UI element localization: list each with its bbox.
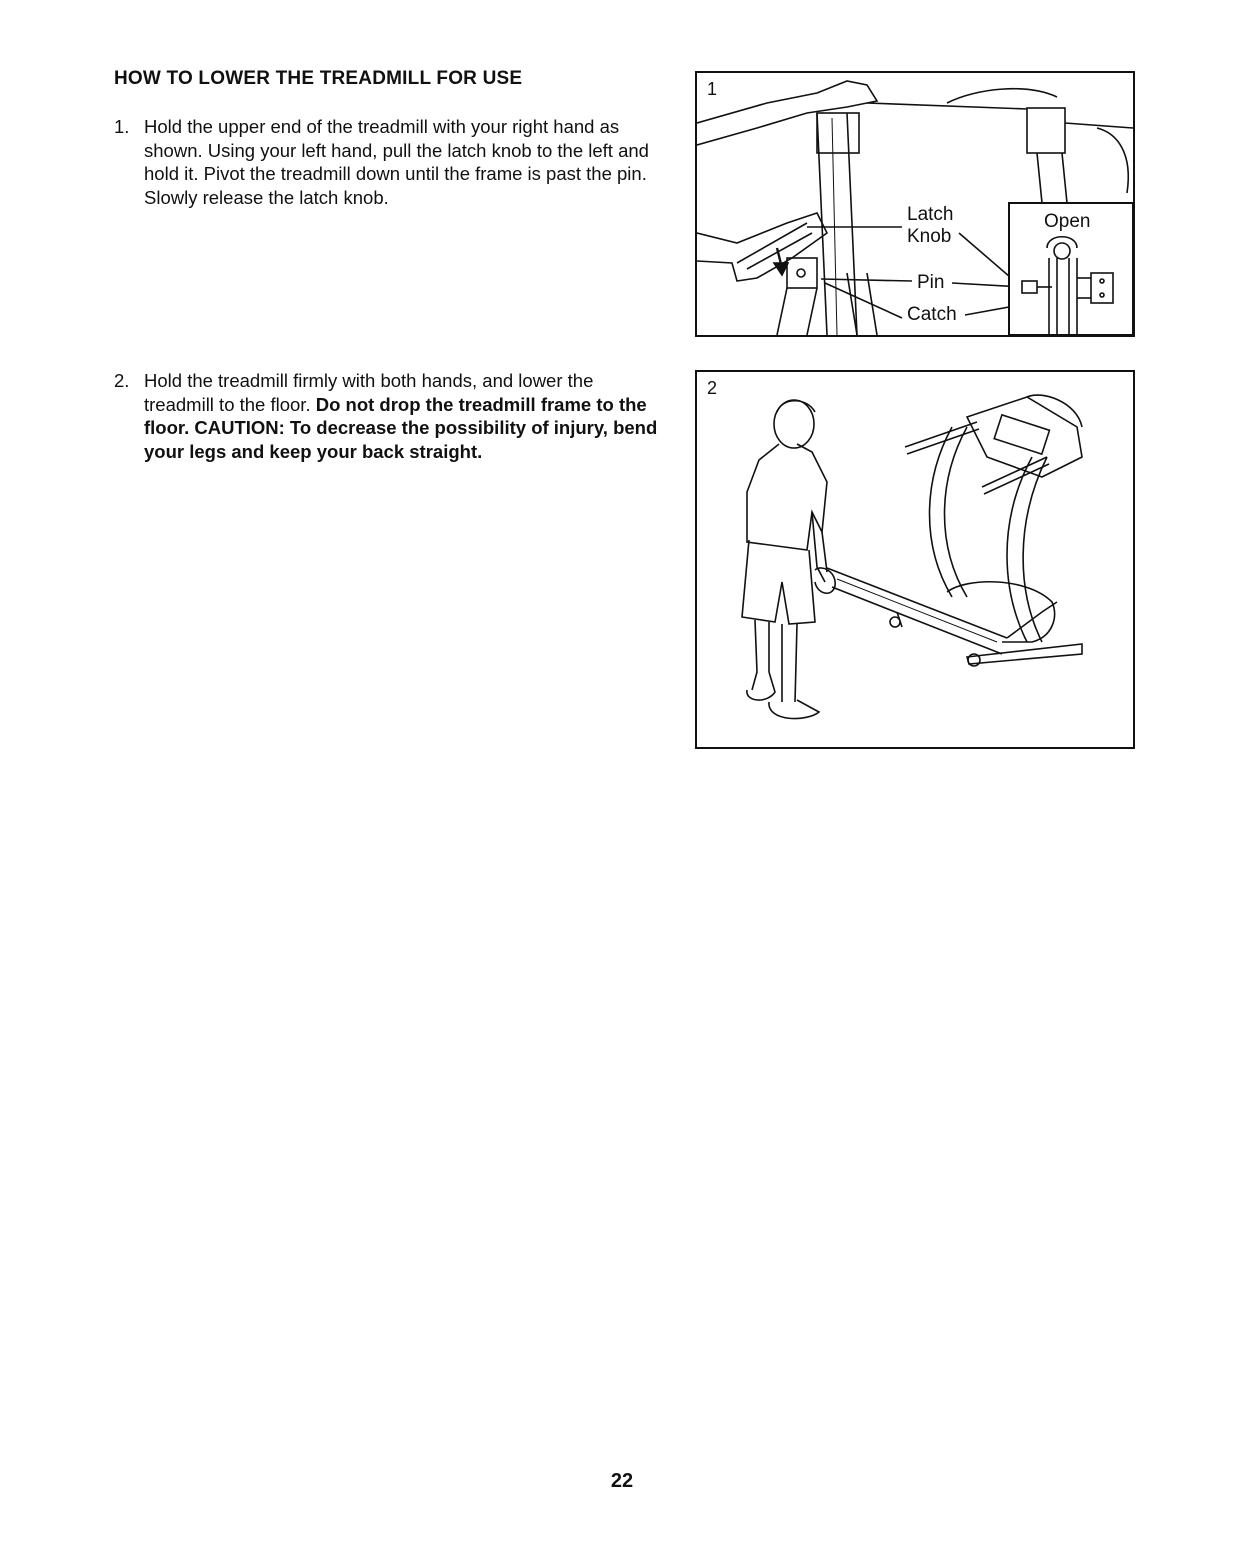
step-1 [114,115,659,209]
step-2 [114,369,659,463]
open-label: Open [1044,211,1091,232]
page-number: 22 [610,1470,634,1492]
step-number: 2. [114,370,130,391]
page-heading: HOW TO LOWER THE TREADMILL FOR USE [114,68,523,89]
figure-number: 2 [707,378,718,398]
figure-number: 1 [707,79,718,99]
step-warning: Do not drop the treadmill frame to the floor. CAUTION: To decrease the possibility of injury, bend your legs and keep your back straight. [144,393,658,462]
step-text: Hold the treadmill firmly with both hands, and lower the treadmill to the floor. [144,370,594,415]
latch-label: Latch [907,204,954,225]
pin-label: Pin [917,272,945,293]
step-text: Hold the upper end of the treadmill with your right hand as shown. Using your left hand, pull the latch knob to the left and hold it. Pivot the treadmill down until the frame is past the pin. Slowly release the latch knob. [144,116,649,208]
knob-label: Knob [907,226,952,247]
step-text-block [144,369,659,463]
figure-2-lowering-diagram [695,370,1135,749]
person-lowering-treadmill-illustration [697,372,1133,747]
catch-label: Catch [907,304,957,325]
figure-1-latch-diagram [695,71,1135,337]
step-number: 1. [114,116,130,137]
